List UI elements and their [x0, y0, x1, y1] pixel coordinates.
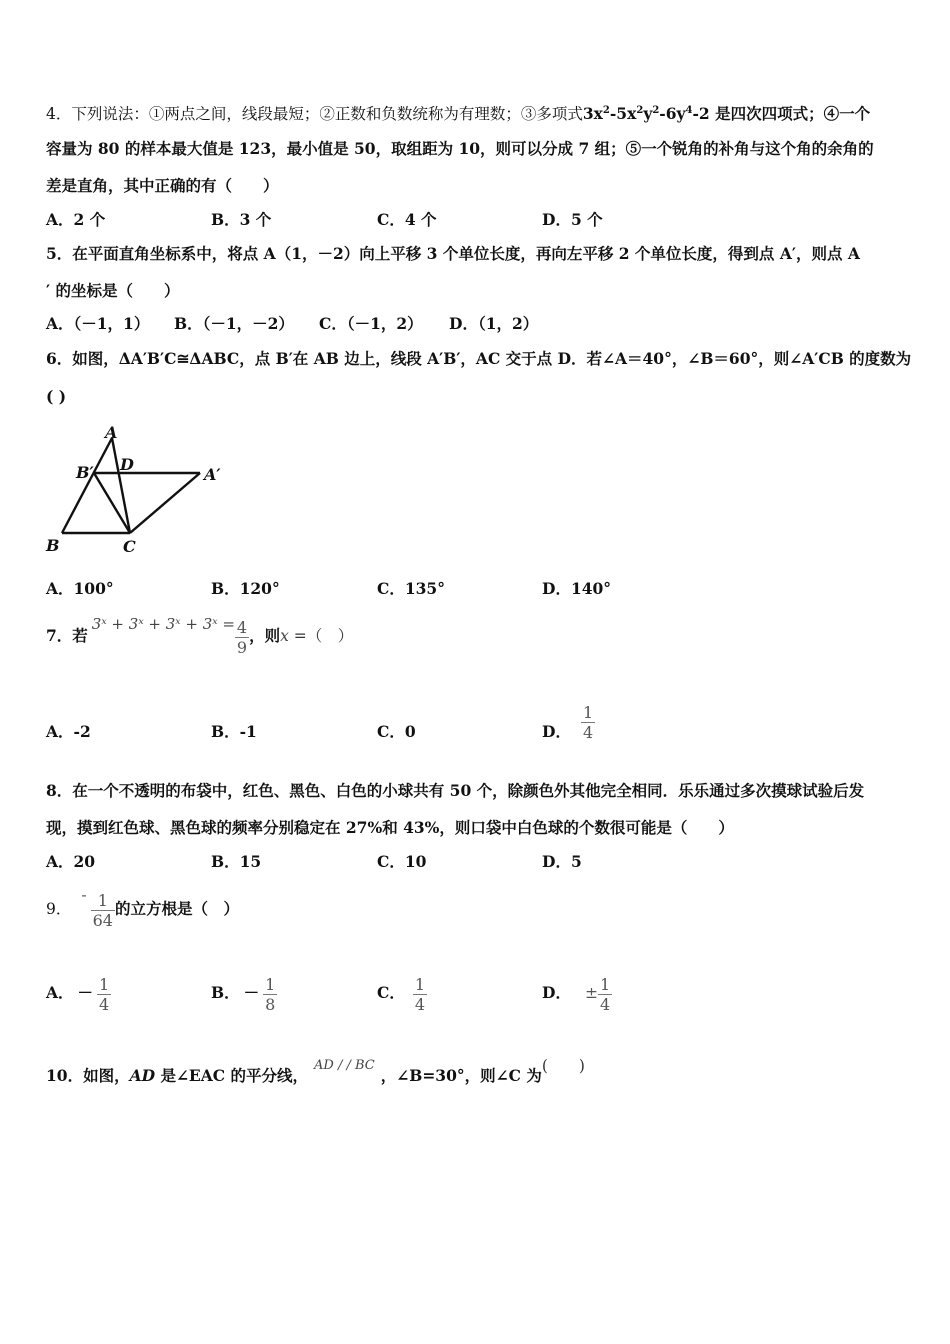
q9-option-b: B． － $\frac{1}{8}$ — [211, 974, 276, 1014]
q7-option-d: D． $\frac{1}{4}$ — [542, 702, 594, 742]
q5-line-1: 5．在平面直角坐标系中，将点 A（1，－2）向上平移 3 个单位长度，再向左平移 2 个单位长度，得到点 A′，则点 A — [46, 244, 860, 263]
q7-option-c: C．0 — [377, 722, 416, 741]
label-a: A — [105, 423, 118, 442]
q4-line-1: 4．下列说法：①两点之间，线段最短；②正数和负数统称为有理数；③多项式$3x^2-5x^2y^2-6y^4-2$ 是四次四项式；④一个 — [46, 104, 871, 124]
q8-option-b: B．15 — [211, 852, 262, 871]
q4-option-a: A．2 个 — [46, 210, 106, 229]
q5-option-c: C．（－1，2） — [319, 314, 423, 333]
label-b-prime: B′ — [76, 463, 94, 482]
q5-line-2: ′ 的坐标是（ ） — [46, 281, 180, 300]
segment-aprime-c — [130, 473, 200, 533]
q10-line: 10．如图，AD 是∠EAC 的平分线，$^{AD / / BC}$，∠B=30°，则∠C 为( ) — [46, 1057, 585, 1085]
q6-option-d: D．140° — [542, 579, 612, 598]
q4-line-2: 容量为 80 的样本最大值是 123，最小值是 50，取组距为 10，则可以分成 7 组；⑤一个锐角的补角与这个角的余角的 — [46, 139, 874, 158]
q9-line: 9．- $\frac{1}{64}$ 的立方根是（ ） — [46, 886, 239, 930]
q7-line: 7．若3ˣ + 3ˣ + 3ˣ + 3ˣ = $\frac{4}{9}$ ，则x =（ ） — [46, 615, 354, 657]
segment-ba — [62, 438, 112, 533]
q5-option-a: A．（－1，1） — [46, 314, 150, 333]
q8-line-1: 8．在一个不透明的布袋中，红色、黑色、白色的小球共有 50 个，除颜色外其他完全相同．乐乐通过多次摸球试验后发 — [46, 781, 865, 800]
q4-line-3: 差是直角，其中正确的有（ ） — [46, 176, 279, 195]
q4-option-b: B．3 个 — [211, 210, 272, 229]
q4-option-d: D．5 个 — [542, 210, 603, 229]
q8-option-a: A．20 — [46, 852, 96, 871]
q7-fraction: $\frac{4}{9}$ — [236, 617, 248, 657]
label-c: C — [123, 537, 136, 556]
q6-line-1: 6．如图，ΔA′B′C≅ΔABC，点 B′在 AB 边上，线段 A′B′，AC 交于点 D．若∠A＝40°，∠B＝60°，则∠A′CB 的度数为 — [46, 349, 912, 368]
q8-line-2: 现，摸到红色球、黑色球的频率分别稳定在 27%和 43%，则口袋中白色球的个数很可能是（ ） — [46, 818, 734, 837]
q7-option-b: B．-1 — [211, 722, 257, 741]
label-d: D — [120, 455, 134, 474]
q9-option-c: C． $\frac{1}{4}$ — [377, 974, 426, 1014]
q5-option-b: B．（－1，－2） — [174, 314, 294, 333]
q4-option-c: C．4 个 — [377, 210, 437, 229]
label-a-prime: A′ — [204, 465, 221, 484]
q9-option-a: A． － $\frac{1}{4}$ — [46, 974, 110, 1014]
label-b: B — [46, 536, 60, 555]
q7-option-a: A．-2 — [46, 722, 91, 741]
triangle-figure — [42, 420, 242, 560]
q5-option-d: D．（1，2） — [449, 314, 539, 333]
q6-option-b: B．120° — [211, 579, 280, 598]
q9-option-d: D． ± $\frac{1}{4}$ — [542, 974, 611, 1014]
q6-option-c: C．135° — [377, 579, 445, 598]
q8-option-d: D．5 — [542, 852, 582, 871]
q6-line-2: ( ) — [46, 387, 67, 406]
q6-option-a: A．100° — [46, 579, 114, 598]
q8-option-c: C．10 — [377, 852, 427, 871]
